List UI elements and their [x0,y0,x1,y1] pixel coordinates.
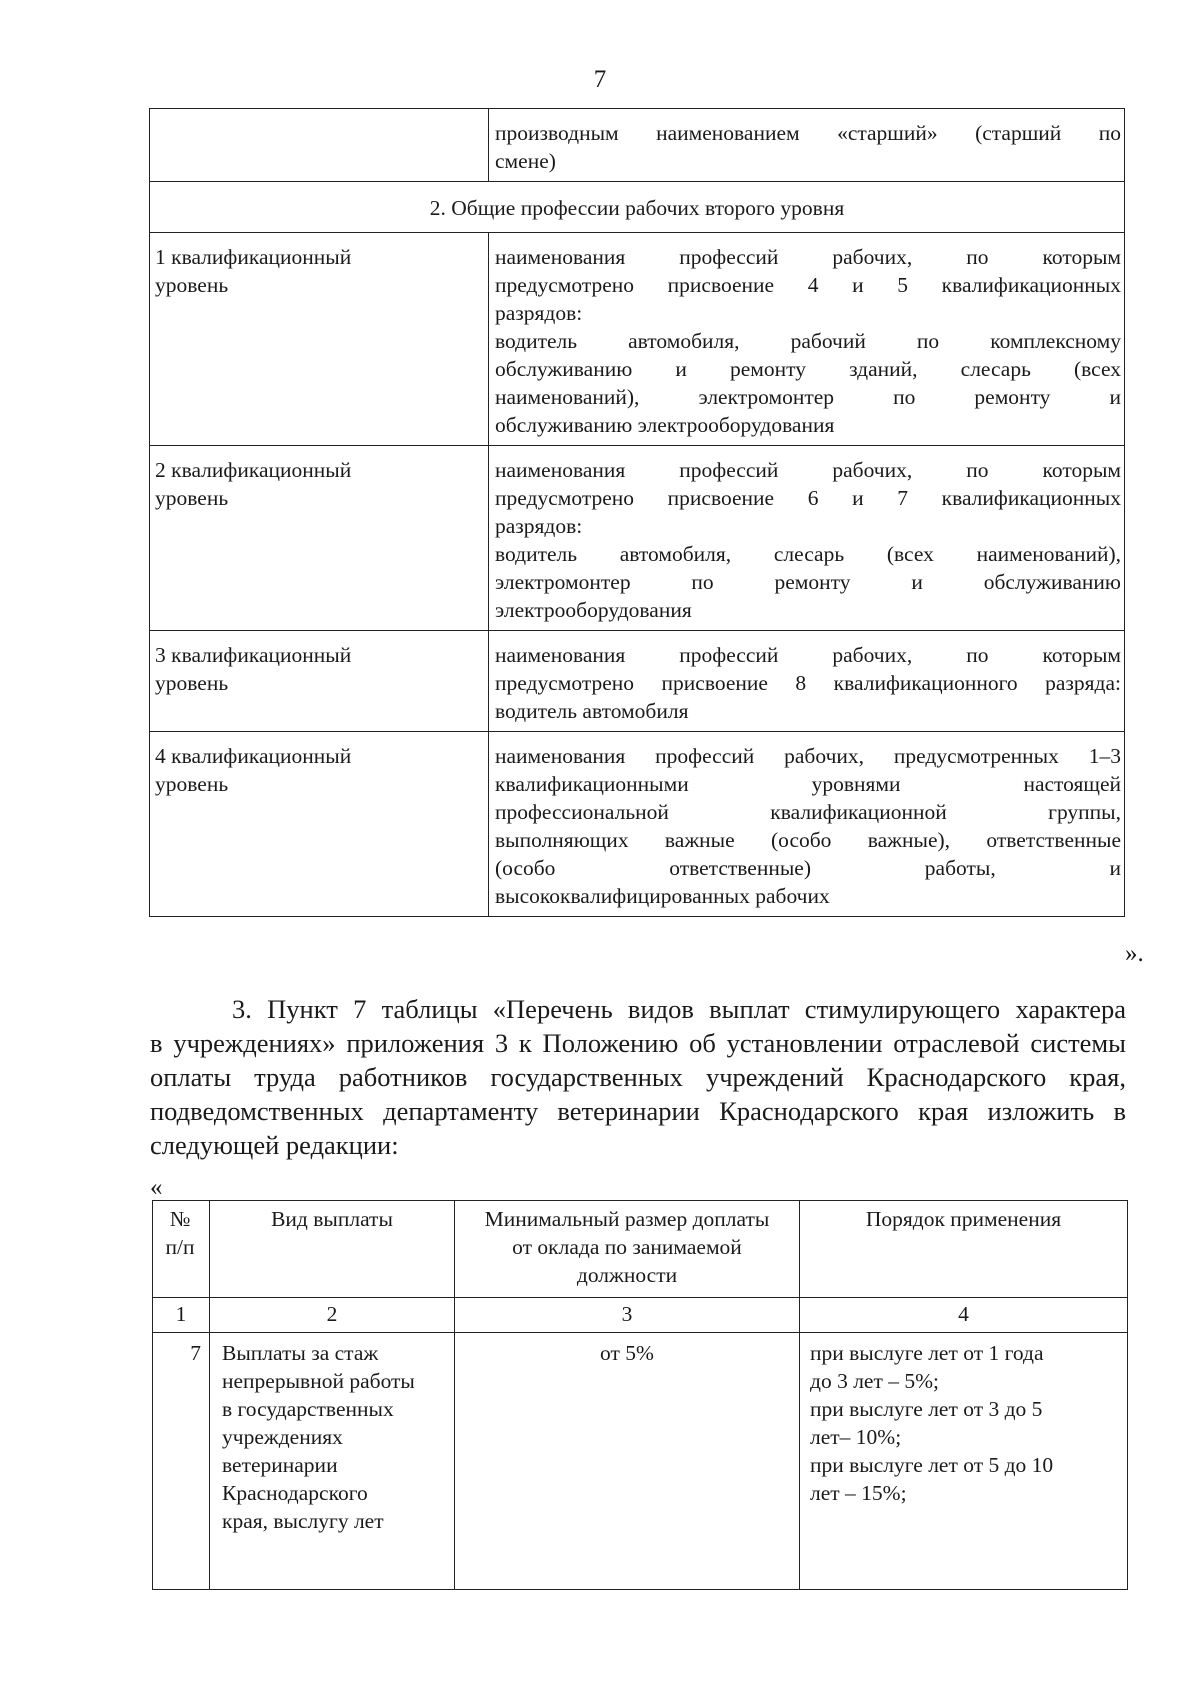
table-row [150,233,1125,446]
level-cell [150,732,489,917]
page-number: 7 [593,66,607,93]
text-line: обслуживанию и ремонту зданий, слесарь (всех [495,357,1121,381]
level-label: уровень [155,772,229,796]
amendment-paragraph [150,992,1126,1162]
table-row [150,732,1125,917]
continuation-cell [489,109,1125,182]
level-cell [150,233,489,446]
column-number: 3 [455,1298,800,1333]
row-type [210,1333,455,1590]
level-label: 2 квалификационный [155,458,352,482]
closing-quote: ». [1125,940,1144,967]
description-cell [489,631,1125,732]
stimulating-payments-table [152,1200,1128,1590]
level-label: уровень [155,273,229,297]
text-line: до 3 лет – 5%; [810,1369,939,1393]
text-line: в учреждениях» приложения 3 к Положению об установлении отраслевой системы [150,1028,1126,1058]
level-label: 3 квалификационный [155,643,352,667]
column-number: 4 [800,1298,1128,1333]
text-line: квалификационными уровнями настоящей [495,772,1121,796]
description-cell [489,732,1125,917]
section-header-row [150,182,1125,233]
text-line: подведомственных департаменту ветеринарии Краснодарского края изложить в [150,1096,1126,1126]
header-min-size-line: Минимальный размер доплаты [484,1207,770,1231]
header-row [153,1201,1128,1298]
opening-quote: « [150,1174,163,1201]
table-row [153,1333,1128,1590]
row-num: 7 [153,1333,210,1590]
text-line: Краснодарского [222,1481,368,1505]
row-min-size: от 5% [455,1333,800,1590]
text-line: при выслуге лет от 3 до 5 [810,1397,1043,1421]
text-line: высококвалифицированных рабочих [495,884,830,908]
column-number: 2 [210,1298,455,1333]
text-line: производным наименованием «старший» (старший по [495,121,1121,145]
section-header: 2. Общие профессии рабочих второго уровня [150,182,1125,233]
row-order [800,1333,1128,1590]
text-line: в государственных [222,1397,394,1421]
text-line: наименований), электромонтер по ремонту и [495,385,1121,409]
column-number-row [153,1298,1128,1333]
text-line: разрядов: [495,514,583,538]
header-num-line: № [169,1207,191,1231]
text-line: лет– 10%; [810,1425,902,1449]
header-order: Порядок применения [800,1201,1128,1298]
text-line: водитель автомобиля, слесарь (всех наименований), [495,542,1121,566]
header-num-line: п/п [165,1235,195,1259]
level-label: 1 квалификационный [155,245,352,269]
text-line: Выплаты за стаж [222,1341,379,1365]
text-line: 3. Пункт 7 таблицы «Перечень видов выплат стимулирующего характера [232,994,1126,1024]
text-line: при выслуге лет от 5 до 10 [810,1453,1054,1477]
text-line: водитель автомобиля, рабочий по комплексному [495,329,1121,353]
text-line: учреждениях [222,1425,343,1449]
level-cell [150,631,489,732]
text-line: следующей редакции: [150,1130,399,1160]
text-line: оплаты труда работников государственных учреждений Краснодарского края, [150,1062,1126,1092]
text-line: ветеринарии [222,1453,338,1477]
text-line: смене) [495,149,556,173]
text-line: наименования профессий рабочих, предусмотренных 1–3 [495,744,1121,768]
text-line: при выслуге лет от 1 года [810,1341,1044,1365]
level-cell [150,446,489,631]
header-min-size-line: должности [576,1263,678,1287]
header-min-size [455,1201,800,1298]
qualification-levels-table [149,108,1125,917]
text-line: электрооборудования [495,598,692,622]
text-line: края, выслугу лет [222,1509,384,1533]
text-line: непрерывной работы [222,1369,415,1393]
text-line: наименования профессий рабочих, по которым [495,245,1121,269]
text-line: электромонтер по ремонту и обслуживанию [495,570,1121,594]
level-label: уровень [155,486,229,510]
text-line: (особо ответственные) работы, и [495,856,1121,880]
header-min-size-line: от оклада по занимаемой [512,1235,742,1259]
table-row [150,446,1125,631]
text-line: разрядов: [495,301,583,325]
text-line: предусмотрено присвоение 8 квалификационного разряда: [495,671,1121,695]
text-line: наименования профессий рабочих, по которым [495,643,1121,667]
text-line: лет – 15%; [810,1481,907,1505]
table-row [150,109,1125,182]
description-cell [489,233,1125,446]
text-line: выполняющих важные (особо важные), ответственные [495,828,1121,852]
header-type: Вид выплаты [210,1201,455,1298]
text-line: предусмотрено присвоение 6 и 7 квалификационных [495,486,1121,510]
text-line: обслуживанию электрооборудования [495,413,835,437]
level-label: уровень [155,671,229,695]
text-line: предусмотрено присвоение 4 и 5 квалификационных [495,273,1121,297]
header-num [153,1201,210,1298]
table-row [150,631,1125,732]
text-line: наименования профессий рабочих, по которым [495,458,1121,482]
text-line: водитель автомобиля [495,699,689,723]
description-cell [489,446,1125,631]
empty-level-cell [150,109,489,182]
level-label: 4 квалификационный [155,744,352,768]
table-body [150,233,1125,917]
column-number: 1 [153,1298,210,1333]
text-line: профессиональной квалификационной группы, [495,800,1121,824]
